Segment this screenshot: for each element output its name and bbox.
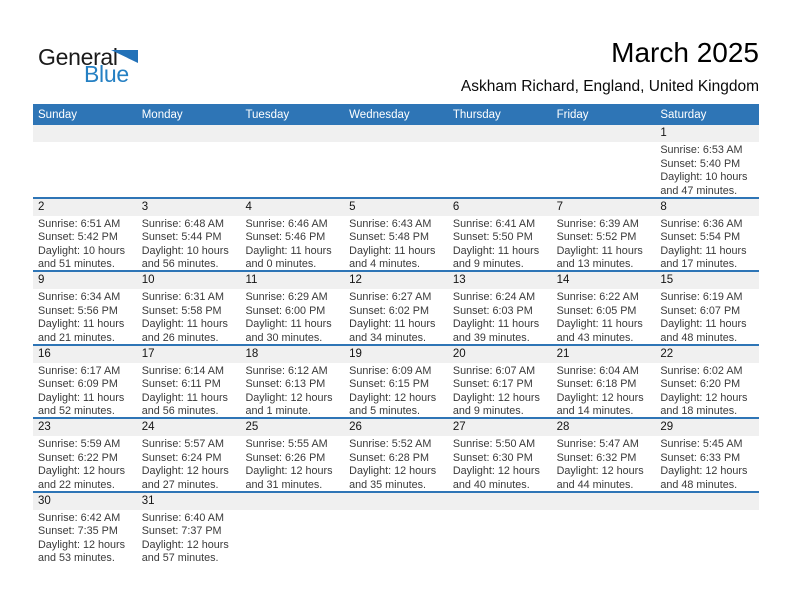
day-cell-23 [33, 419, 137, 491]
day-cell-25 [240, 419, 344, 491]
day-detail-line: Sunrise: 6:27 AM [349, 291, 432, 303]
weekday-header-saturday: Saturday [660, 108, 707, 121]
day-cell-16 [33, 346, 137, 418]
day-detail-line: Sunrise: 6:40 AM [141, 511, 224, 524]
day-detail-line: Sunset: 5:48 PM [349, 231, 429, 244]
day-detail-line: Sunset: 7:37 PM [141, 525, 222, 538]
day-number: 25 [240, 419, 344, 436]
day-detail-line: Sunrise: 6:34 AM [38, 291, 121, 303]
day-number: 14 [552, 272, 656, 289]
day-details [33, 436, 137, 491]
day-cell-19 [344, 346, 448, 418]
day-number: 29 [655, 419, 759, 436]
day-detail-line: Daylight: 12 hours and 31 minutes. [245, 465, 333, 491]
day-detail-line: Sunset: 6:20 PM [660, 378, 741, 391]
day-cell-8 [655, 199, 759, 271]
day-details [240, 510, 344, 512]
day-detail-line: Daylight: 11 hours and 34 minutes. [349, 318, 436, 344]
day-detail-line: Sunset: 6:28 PM [349, 451, 429, 464]
day-number: 6 [448, 199, 552, 216]
day-detail-line: Sunset: 6:24 PM [141, 451, 222, 464]
day-detail-line: Daylight: 12 hours and 27 minutes. [141, 465, 229, 491]
day-detail-line: Sunset: 5:44 PM [141, 231, 222, 244]
day-cell-24 [137, 419, 241, 491]
day-detail-line: Sunrise: 6:36 AM [660, 217, 743, 230]
day-cell-5 [344, 199, 448, 271]
day-details [33, 142, 137, 144]
day-details [655, 142, 759, 197]
day-detail-line: Sunset: 6:26 PM [245, 451, 326, 464]
day-cell-empty [448, 493, 552, 567]
day-details [344, 289, 448, 344]
calendar-table [33, 104, 759, 566]
day-detail-line: Sunrise: 6:02 AM [660, 364, 743, 377]
day-detail-line: Sunrise: 6:04 AM [556, 364, 639, 377]
day-detail-line: Daylight: 12 hours and 44 minutes. [556, 465, 644, 491]
logo-text-general: General [38, 44, 118, 70]
day-detail-line: Sunrise: 6:42 AM [38, 511, 121, 524]
day-number: 26 [344, 419, 448, 436]
day-detail-line: Daylight: 12 hours and 14 minutes. [556, 391, 644, 417]
day-detail-line: Sunset: 5:46 PM [245, 231, 326, 244]
day-detail-line: Sunrise: 6:07 AM [452, 364, 536, 377]
day-detail-line: Sunset: 6:07 PM [660, 304, 741, 317]
day-details [137, 510, 241, 566]
day-details [137, 436, 241, 491]
day-detail-line: Sunrise: 5:52 AM [349, 438, 432, 450]
day-number: 12 [344, 272, 448, 289]
day-cell-30 [33, 493, 137, 567]
day-details [240, 289, 344, 344]
day-detail-line: Sunrise: 6:19 AM [660, 291, 743, 303]
day-cell-empty [344, 125, 448, 197]
day-cell-6 [448, 199, 552, 271]
day-cell-26 [344, 419, 448, 491]
day-detail-line: Daylight: 12 hours and 35 minutes. [349, 465, 437, 491]
day-detail-line: Sunrise: 5:50 AM [452, 438, 536, 450]
day-detail-line: Sunset: 6:18 PM [556, 378, 637, 391]
day-detail-line: Sunrise: 6:51 AM [38, 217, 121, 230]
day-detail-line: Sunset: 6:02 PM [349, 304, 429, 317]
day-detail-line: Daylight: 12 hours and 40 minutes. [452, 465, 540, 491]
day-details [33, 510, 137, 566]
day-detail-line: Daylight: 12 hours and 22 minutes. [38, 465, 126, 491]
day-details [552, 142, 656, 144]
day-number: 31 [137, 493, 241, 510]
day-details [33, 363, 137, 418]
weekday-header-row [33, 104, 759, 125]
day-detail-line: Sunrise: 6:22 AM [556, 291, 639, 303]
day-number: 30 [33, 493, 137, 510]
day-details [448, 436, 552, 491]
day-details [33, 289, 137, 344]
week-row [33, 199, 759, 273]
day-detail-line: Daylight: 12 hours and 57 minutes. [141, 538, 229, 565]
day-number: 17 [137, 346, 241, 363]
week-row [33, 419, 759, 493]
day-details [137, 216, 241, 271]
day-detail-line: Sunset: 6:32 PM [556, 451, 637, 464]
day-detail-line: Sunrise: 6:53 AM [660, 144, 743, 156]
day-details [137, 363, 241, 418]
day-cell-12 [344, 272, 448, 344]
day-detail-line: Daylight: 10 hours and 47 minutes. [660, 171, 748, 197]
day-number [33, 125, 137, 142]
day-details [448, 216, 552, 271]
day-cell-22 [655, 346, 759, 418]
day-cell-28 [552, 419, 656, 491]
day-details [137, 142, 241, 144]
day-details [240, 216, 344, 271]
day-details [344, 436, 448, 491]
day-details [552, 510, 656, 512]
day-detail-line: Sunrise: 6:41 AM [452, 217, 536, 230]
day-details [448, 510, 552, 512]
weekday-header-thursday: Thursday [452, 108, 501, 121]
day-detail-line: Daylight: 12 hours and 1 minute. [245, 391, 333, 417]
day-detail-line: Sunrise: 5:47 AM [556, 438, 639, 450]
day-number: 18 [240, 346, 344, 363]
day-detail-line: Daylight: 10 hours and 56 minutes. [141, 244, 229, 270]
day-number [552, 493, 656, 510]
day-detail-line: Sunrise: 6:29 AM [245, 291, 328, 303]
day-detail-line: Sunset: 5:50 PM [452, 231, 533, 244]
day-detail-line: Sunset: 6:00 PM [245, 304, 326, 317]
day-details [344, 363, 448, 418]
day-detail-line: Sunset: 6:13 PM [245, 378, 326, 391]
day-number: 16 [33, 346, 137, 363]
day-number: 27 [448, 419, 552, 436]
day-detail-line: Sunset: 5:42 PM [38, 231, 118, 244]
day-detail-line: Sunrise: 6:17 AM [38, 364, 121, 377]
day-number: 5 [344, 199, 448, 216]
day-cell-18 [240, 346, 344, 418]
day-details [655, 436, 759, 491]
day-cell-empty [448, 125, 552, 197]
day-cell-empty [33, 125, 137, 197]
day-number: 1 [655, 125, 759, 142]
day-details [137, 289, 241, 344]
day-detail-line: Sunset: 5:52 PM [556, 231, 637, 244]
day-cell-31 [137, 493, 241, 567]
day-details [552, 436, 656, 491]
day-cell-4 [240, 199, 344, 271]
day-detail-line: Daylight: 11 hours and 17 minutes. [660, 244, 747, 270]
day-cell-1 [655, 125, 759, 197]
day-cell-10 [137, 272, 241, 344]
week-row [33, 125, 759, 199]
weekday-header-tuesday: Tuesday [245, 108, 290, 121]
day-detail-line: Daylight: 11 hours and 26 minutes. [141, 318, 228, 344]
day-detail-line: Sunset: 6:15 PM [349, 378, 429, 391]
day-detail-line: Sunset: 6:05 PM [556, 304, 637, 317]
location-subtitle: Askham Richard, England, United Kingdom [460, 78, 759, 95]
day-number: 7 [552, 199, 656, 216]
day-cell-empty [137, 125, 241, 197]
day-details [655, 216, 759, 271]
day-detail-line: Sunrise: 5:55 AM [245, 438, 328, 450]
day-details [448, 289, 552, 344]
day-details [552, 363, 656, 418]
day-detail-line: Daylight: 11 hours and 0 minutes. [245, 244, 332, 270]
day-detail-line: Daylight: 11 hours and 52 minutes. [38, 391, 125, 417]
day-details [552, 289, 656, 344]
day-cell-2 [33, 199, 137, 271]
day-detail-line: Daylight: 11 hours and 4 minutes. [349, 244, 436, 270]
weekday-header-sunday: Sunday [38, 108, 78, 121]
day-number: 20 [448, 346, 552, 363]
day-cell-14 [552, 272, 656, 344]
day-detail-line: Sunset: 6:17 PM [452, 378, 533, 391]
day-detail-line: Sunset: 6:09 PM [38, 378, 118, 391]
day-detail-line: Sunrise: 6:14 AM [141, 364, 224, 377]
day-detail-line: Daylight: 11 hours and 9 minutes. [452, 244, 540, 270]
day-detail-line: Sunrise: 6:12 AM [245, 364, 328, 377]
day-cell-empty [240, 493, 344, 567]
day-detail-line: Sunrise: 5:59 AM [38, 438, 121, 450]
day-detail-line: Sunrise: 6:24 AM [452, 291, 536, 303]
day-detail-line: Daylight: 11 hours and 56 minutes. [141, 391, 228, 417]
day-number: 28 [552, 419, 656, 436]
weekday-header-wednesday: Wednesday [349, 108, 410, 121]
day-details [344, 142, 448, 144]
day-details [33, 216, 137, 271]
day-number: 24 [137, 419, 241, 436]
day-cell-17 [137, 346, 241, 418]
day-number: 23 [33, 419, 137, 436]
day-detail-line: Sunset: 7:35 PM [38, 525, 118, 538]
day-cell-29 [655, 419, 759, 491]
day-detail-line: Sunrise: 6:09 AM [349, 364, 432, 377]
week-row [33, 493, 759, 567]
day-number [137, 125, 241, 142]
day-detail-line: Sunset: 6:30 PM [452, 451, 533, 464]
day-detail-line: Daylight: 12 hours and 5 minutes. [349, 391, 437, 417]
day-detail-line: Sunrise: 6:31 AM [141, 291, 224, 303]
day-number: 15 [655, 272, 759, 289]
day-number [240, 125, 344, 142]
day-number: 19 [344, 346, 448, 363]
day-detail-line: Sunset: 5:56 PM [38, 304, 118, 317]
day-detail-line: Sunset: 5:40 PM [660, 157, 741, 170]
day-number: 22 [655, 346, 759, 363]
day-number [448, 125, 552, 142]
day-detail-line: Daylight: 11 hours and 30 minutes. [245, 318, 332, 344]
day-detail-line: Sunrise: 5:57 AM [141, 438, 224, 450]
weekday-header-friday: Friday [556, 108, 589, 121]
day-number: 21 [552, 346, 656, 363]
day-detail-line: Daylight: 12 hours and 48 minutes. [660, 465, 748, 491]
day-details [655, 363, 759, 418]
day-number [344, 493, 448, 510]
day-detail-line: Daylight: 11 hours and 39 minutes. [452, 318, 540, 344]
day-number: 10 [137, 272, 241, 289]
day-cell-20 [448, 346, 552, 418]
day-details [240, 363, 344, 418]
day-cell-11 [240, 272, 344, 344]
day-number [344, 125, 448, 142]
day-number: 3 [137, 199, 241, 216]
day-details [552, 216, 656, 271]
day-detail-line: Sunrise: 6:48 AM [141, 217, 224, 230]
day-detail-line: Sunset: 6:22 PM [38, 451, 118, 464]
day-cell-3 [137, 199, 241, 271]
day-cell-empty [552, 125, 656, 197]
day-detail-line: Sunset: 5:54 PM [660, 231, 741, 244]
day-number [448, 493, 552, 510]
day-number: 2 [33, 199, 137, 216]
day-number [655, 493, 759, 510]
day-details [240, 142, 344, 144]
day-detail-line: Daylight: 10 hours and 51 minutes. [38, 244, 126, 270]
day-cell-15 [655, 272, 759, 344]
day-number: 11 [240, 272, 344, 289]
day-number: 13 [448, 272, 552, 289]
day-number: 9 [33, 272, 137, 289]
calendar-weeks [33, 125, 759, 566]
week-row [33, 272, 759, 346]
day-detail-line: Sunrise: 6:46 AM [245, 217, 328, 230]
day-details [448, 142, 552, 144]
day-detail-line: Sunset: 5:58 PM [141, 304, 222, 317]
month-title: March 2025 [611, 37, 759, 68]
day-detail-line: Sunrise: 6:43 AM [349, 217, 432, 230]
day-number [240, 493, 344, 510]
day-cell-21 [552, 346, 656, 418]
day-cell-empty [240, 125, 344, 197]
day-detail-line: Sunrise: 6:39 AM [556, 217, 639, 230]
day-details [344, 216, 448, 271]
day-detail-line: Sunset: 6:03 PM [452, 304, 533, 317]
day-detail-line: Daylight: 12 hours and 53 minutes. [38, 538, 126, 565]
day-cell-13 [448, 272, 552, 344]
day-number: 8 [655, 199, 759, 216]
day-detail-line: Sunset: 6:11 PM [141, 378, 221, 391]
logo-text-blue: Blue [84, 61, 129, 87]
day-detail-line: Daylight: 12 hours and 18 minutes. [660, 391, 748, 417]
day-details [344, 510, 448, 512]
day-cell-empty [552, 493, 656, 567]
day-cell-27 [448, 419, 552, 491]
day-details [240, 436, 344, 491]
day-detail-line: Daylight: 11 hours and 13 minutes. [556, 244, 643, 270]
day-detail-line: Sunrise: 5:45 AM [660, 438, 743, 450]
day-cell-empty [655, 493, 759, 567]
general-blue-logo [38, 44, 138, 87]
day-detail-line: Daylight: 11 hours and 48 minutes. [660, 318, 747, 344]
weekday-header-monday: Monday [141, 108, 183, 121]
day-detail-line: Daylight: 11 hours and 21 minutes. [38, 318, 125, 344]
day-detail-line: Daylight: 12 hours and 9 minutes. [452, 391, 540, 417]
day-number [552, 125, 656, 142]
day-details [655, 289, 759, 344]
day-cell-empty [344, 493, 448, 567]
day-cell-7 [552, 199, 656, 271]
day-cell-9 [33, 272, 137, 344]
day-number: 4 [240, 199, 344, 216]
day-details [448, 363, 552, 418]
day-detail-line: Sunset: 6:33 PM [660, 451, 741, 464]
day-details [655, 510, 759, 512]
week-row [33, 346, 759, 420]
day-detail-line: Daylight: 11 hours and 43 minutes. [556, 318, 643, 344]
